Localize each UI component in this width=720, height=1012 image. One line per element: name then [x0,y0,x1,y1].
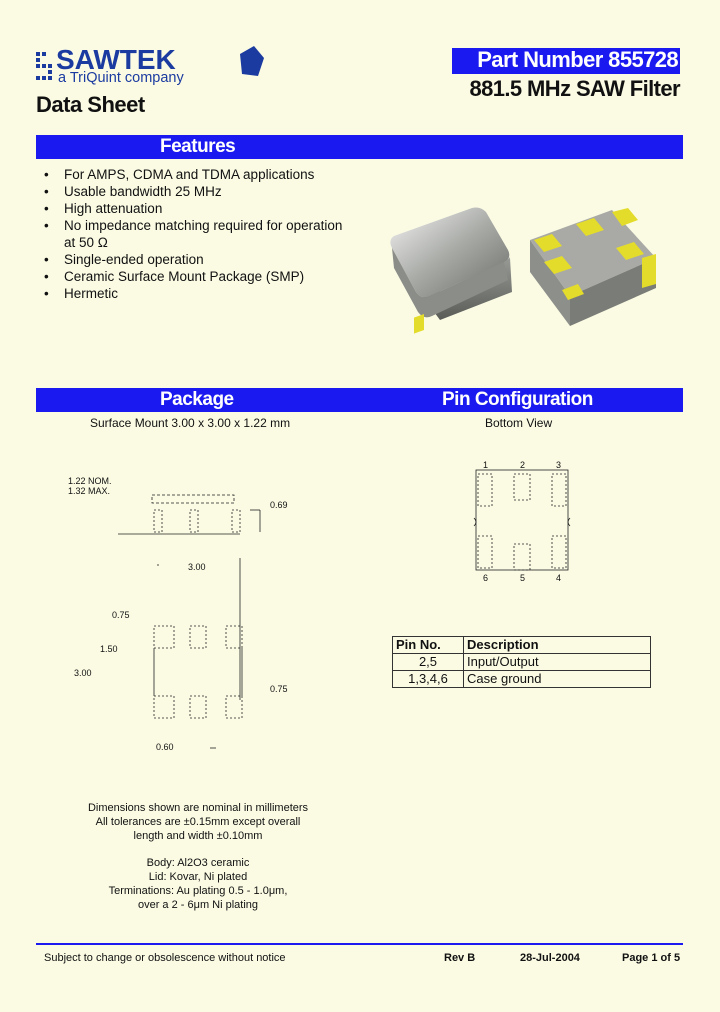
bullet-icon: • [44,167,49,182]
table-header-row [393,637,651,654]
pin-outline [470,456,580,586]
pin-label-5: 5 [520,573,526,583]
pin-config-heading: Pin Configuration [442,389,593,410]
dim-lid-height: 0.69 [270,500,288,510]
pin-label-1: 1 [483,460,489,470]
list-item [44,217,342,234]
bullet-icon: • [44,218,49,233]
footer-date: 28-Jul-2004 [520,952,580,964]
pin-cell: 1,3,4,6 [393,671,464,688]
material-line: Lid: Kovar, Ni plated [148,871,248,883]
description-cell: Input/Output [464,654,651,671]
feature-text: Hermetic [64,286,119,301]
product-title: 881.5 MHz SAW Filter [469,76,680,101]
list-item [44,200,342,217]
package-render-image [380,200,680,340]
dimension-lines [60,470,310,760]
list-item [44,183,342,200]
list-item [44,251,342,268]
pin-description-table [392,636,651,688]
pin-config-subtitle: Bottom View [485,416,553,430]
pin-cell: 2,5 [393,654,464,671]
list-item-continuation [44,234,342,251]
pin-label-3: 3 [556,460,562,470]
features-heading: Features [160,136,236,157]
part-number: Part Number 855728 [477,47,678,72]
package-heading: Package [160,389,234,410]
footer-notice: Subject to change or obsolescence without notice [44,952,286,964]
bullet-icon: • [44,184,49,199]
package-dimension-drawing [60,470,310,760]
description-cell: Case ground [464,671,651,688]
material-line: over a 2 - 6μm Ni plating [137,899,259,911]
footer-page: Page 1 of 5 [622,952,681,964]
feature-text: No impedance matching required for operation [64,218,343,233]
part-number-banner [452,48,680,74]
list-item [44,285,342,302]
feature-text: For AMPS, CDMA and TDMA applications [64,167,315,182]
feature-text: at 50 Ω [64,235,108,250]
pin-label-2: 2 [520,460,526,470]
feature-text: High attenuation [64,201,163,216]
note-line: length and width ±0.10mm [133,830,263,842]
dim-width: 3.00 [188,562,206,572]
footer-rule [36,943,683,945]
dim-height-nom: 1.22 NOM. [68,476,112,486]
column-header: Description [464,637,651,654]
doc-type-title: Data Sheet [36,92,145,117]
dimension-notes [48,801,348,843]
feature-text: Ceramic Surface Mount Package (SMP) [64,269,305,284]
material-notes [48,856,348,912]
dim-pad-right: 0.75 [270,684,288,694]
bullet-icon: • [44,269,49,284]
dim-pad-top: 0.75 [112,610,130,620]
sawtek-logo [36,46,266,88]
footer-rev: Rev B [444,952,476,964]
bullet-icon: • [44,201,49,216]
dim-height: 3.00 [74,668,92,678]
note-line: Dimensions shown are nominal in millimeters [87,802,309,814]
feature-text: Usable bandwidth 25 MHz [64,184,222,199]
logo-wordmark: SAWTEK [56,44,176,75]
list-item [44,166,342,183]
package-subtitle: Surface Mount 3.00 x 3.00 x 1.22 mm [90,416,291,430]
table-row [393,654,651,671]
package-pin-bar [36,388,683,412]
pin-bottom-view-drawing [470,456,580,586]
dim-pitch: 1.50 [100,644,118,654]
logo-tagline: a TriQuint company [58,70,184,86]
column-header: Pin No. [393,637,464,654]
dim-pad-width: 0.60 [156,742,174,752]
pin-label-4: 4 [556,573,562,583]
feature-text: Single-ended operation [64,252,204,267]
bullet-icon: • [44,286,49,301]
pin-label-6: 6 [483,573,489,583]
material-line: Body: Al2O3 ceramic [146,857,250,869]
material-line: Terminations: Au plating 0.5 - 1.0μm, [108,885,288,897]
bullet-icon: • [44,252,49,267]
features-list [44,166,342,302]
table-row [393,671,651,688]
note-line: All tolerances are ±0.15mm except overall [95,816,301,828]
list-item [44,268,342,285]
features-bar [36,135,683,159]
dim-height-max: 1.32 MAX. [68,486,111,496]
